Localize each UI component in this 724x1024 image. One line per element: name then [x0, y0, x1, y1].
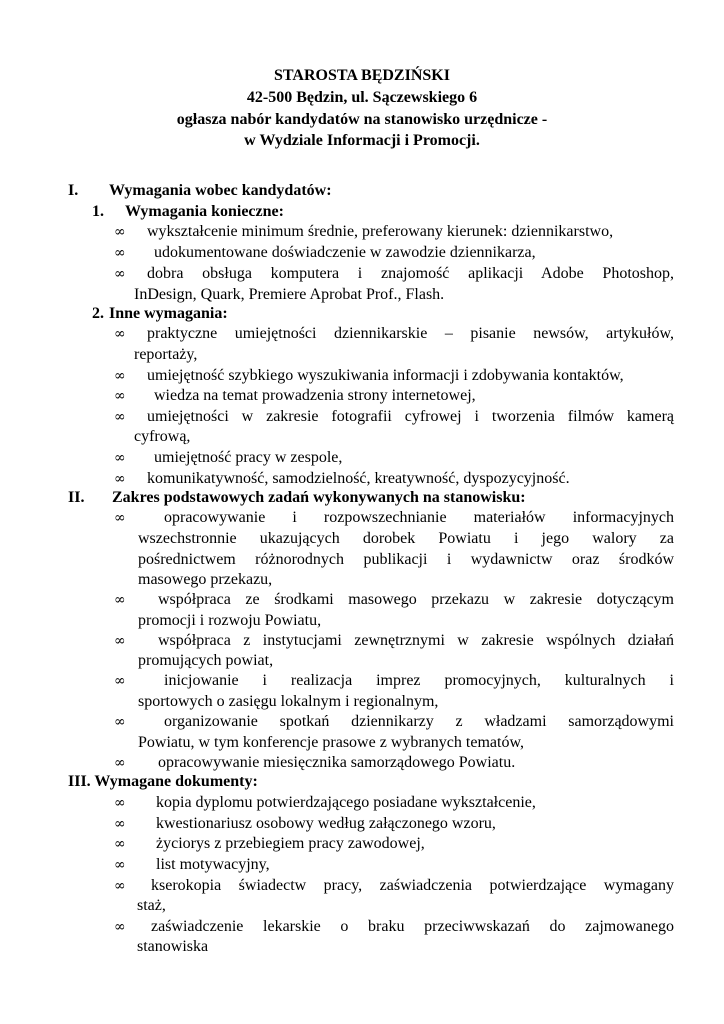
- list-item: [114, 386, 674, 406]
- header-line-4: w Wydziale Informacji i Promocji.: [244, 132, 480, 149]
- bullet-marker: ∞: [114, 409, 126, 425]
- section-3-title: III. Wymagane dokumenty:: [68, 773, 258, 790]
- list-item-text: życiorys z przebiegiem pracy zawodowej,: [156, 835, 425, 852]
- list-item: [114, 243, 674, 263]
- list-item-text: komunikatywność, samodzielność, kreatywność, dyspozycyjność.: [147, 470, 570, 487]
- bullet-marker: ∞: [114, 755, 126, 771]
- section-2-number: II.: [68, 489, 85, 506]
- list-item: [114, 448, 674, 468]
- bullet-marker: ∞: [114, 714, 126, 730]
- header-line-1: STAROSTA BĘDZIŃSKI: [274, 67, 450, 84]
- list-item-text: inicjowanie i realizacja imprez promocyjnych, kulturalnych i: [164, 672, 674, 689]
- list-item: [114, 407, 674, 427]
- list-item-continuation: cyfrową,: [134, 428, 191, 445]
- list-item-continuation: promocji i rozwoju Powiatu,: [138, 612, 322, 629]
- list-item-text: dobra obsługa komputera i znajomość aplikacji Adobe Photoshop,: [147, 265, 674, 282]
- list-item-text: zaświadczenie lekarskie o braku przeciwwskazań do zajmowanego: [151, 918, 674, 935]
- list-item-text: wiedza na temat prowadzenia strony internetowej,: [154, 387, 476, 404]
- list-item-continuation: [114, 529, 674, 549]
- bullet-marker: ∞: [114, 510, 126, 526]
- bullet-marker: ∞: [114, 919, 126, 935]
- list-item-text: opracowywanie miesięcznika samorządowego Powiatu.: [158, 754, 516, 771]
- list-item: [114, 876, 674, 896]
- subsection-2-title: Inne wymagania:: [109, 305, 228, 322]
- bullet-marker: ∞: [114, 224, 126, 240]
- bullet-marker: ∞: [114, 878, 126, 894]
- list-item-text: list motywacyjny,: [156, 856, 270, 873]
- list-item-continuation-text: wszechstronnie ukazujących dorobek Powiatu i jego walory za: [138, 530, 674, 547]
- list-item-text: umiejętność szybkiego wyszukiwania informacji i zdobywania kontaktów,: [147, 367, 624, 384]
- bullet-marker: ∞: [114, 245, 126, 261]
- list-item-continuation: masowego przekazu,: [138, 571, 273, 588]
- list-item: [114, 508, 674, 528]
- list-item: [114, 814, 674, 834]
- list-item-continuation: stanowiska: [137, 938, 209, 955]
- subsection-1-number: 1.: [92, 203, 104, 220]
- list-item: [114, 222, 674, 242]
- list-item-continuation: staż,: [137, 897, 166, 914]
- list-item: [114, 631, 674, 651]
- list-item-text: wykształcenie minimum średnie, preferowany kierunek: dziennikarstwo,: [147, 223, 614, 240]
- bullet-marker: ∞: [114, 471, 126, 487]
- list-item-text: kserokopia świadectw pracy, zaświadczenia potwierdzające wymagany: [151, 877, 674, 894]
- header-line-2: 42-500 Będzin, ul. Sączewskiego 6: [246, 89, 478, 106]
- list-item-text: umiejętności w zakresie fotografii cyfrowej i tworzenia filmów kamerą: [147, 408, 674, 425]
- bullet-marker: ∞: [114, 795, 126, 811]
- section-1-number: I.: [68, 182, 79, 199]
- list-item-text: współpraca ze środkami masowego przekazu w zakresie dotyczącym: [158, 591, 674, 608]
- list-item-continuation-text: pośrednictwem różnorodnych publikacji i wydawnictw oraz środków: [138, 551, 674, 568]
- list-item-continuation: Powiatu, w tym konferencje prasowe z wybranych tematów,: [138, 734, 524, 751]
- bullet-marker: ∞: [114, 326, 126, 342]
- bullet-marker: ∞: [114, 816, 126, 832]
- list-item: [114, 264, 674, 284]
- bullet-marker: ∞: [114, 836, 126, 852]
- list-item: [114, 753, 674, 773]
- list-item-continuation: reportaży,: [134, 346, 198, 363]
- list-item: [114, 366, 674, 386]
- list-item-text: udokumentowane doświadczenie w zawodzie dziennikarza,: [154, 244, 536, 261]
- bullet-marker: ∞: [114, 592, 126, 608]
- list-item-continuation: [114, 550, 674, 570]
- list-item: [114, 855, 674, 875]
- subsection-2-number: 2.: [92, 305, 104, 322]
- bullet-marker: ∞: [114, 857, 126, 873]
- section-2-title: Zakres podstawowych zadań wykonywanych na stanowisku:: [112, 489, 526, 506]
- list-item: [114, 834, 674, 854]
- list-item: [114, 324, 674, 344]
- list-item-text: kwestionariusz osobowy według załączonego wzoru,: [156, 815, 496, 832]
- list-item-text: kopia dyplomu potwierdzającego posiadane wykształcenie,: [156, 794, 536, 811]
- bullet-marker: ∞: [114, 266, 126, 282]
- list-item: [114, 469, 674, 489]
- bullet-marker: ∞: [114, 450, 126, 466]
- bullet-marker: ∞: [114, 368, 126, 384]
- list-item: [114, 712, 674, 732]
- list-item-text: opracowywanie i rozpowszechnianie materiałów informacyjnych: [164, 509, 674, 526]
- list-item: [114, 793, 674, 813]
- list-item: [114, 671, 674, 691]
- list-item-text: organizowanie spotkań dziennikarzy z władzami samorządowymi: [164, 713, 674, 730]
- list-item-text: praktyczne umiejętności dziennikarskie – pisanie newsów, artykułów,: [147, 325, 674, 342]
- bullet-marker: ∞: [114, 673, 126, 689]
- bullet-marker: ∞: [114, 633, 126, 649]
- list-item: [114, 590, 674, 610]
- subsection-1-title: Wymagania konieczne:: [125, 203, 284, 220]
- header-line-3: ogłasza nabór kandydatów na stanowisko urzędnicze -: [176, 111, 548, 128]
- list-item-continuation: InDesign, Quark, Premiere Aprobat Prof., Flash.: [134, 286, 445, 303]
- list-item-text: umiejętność pracy w zespole,: [154, 449, 343, 466]
- bullet-marker: ∞: [114, 388, 126, 404]
- list-item: [114, 917, 674, 937]
- list-item-continuation: sportowych o zasięgu lokalnym i regionalnym,: [138, 693, 439, 710]
- list-item-continuation: promujących powiat,: [138, 652, 274, 669]
- list-item-text: współpraca z instytucjami zewnętrznymi w zakresie wspólnych działań: [158, 632, 674, 649]
- section-1-title: Wymagania wobec kandydatów:: [109, 182, 332, 199]
